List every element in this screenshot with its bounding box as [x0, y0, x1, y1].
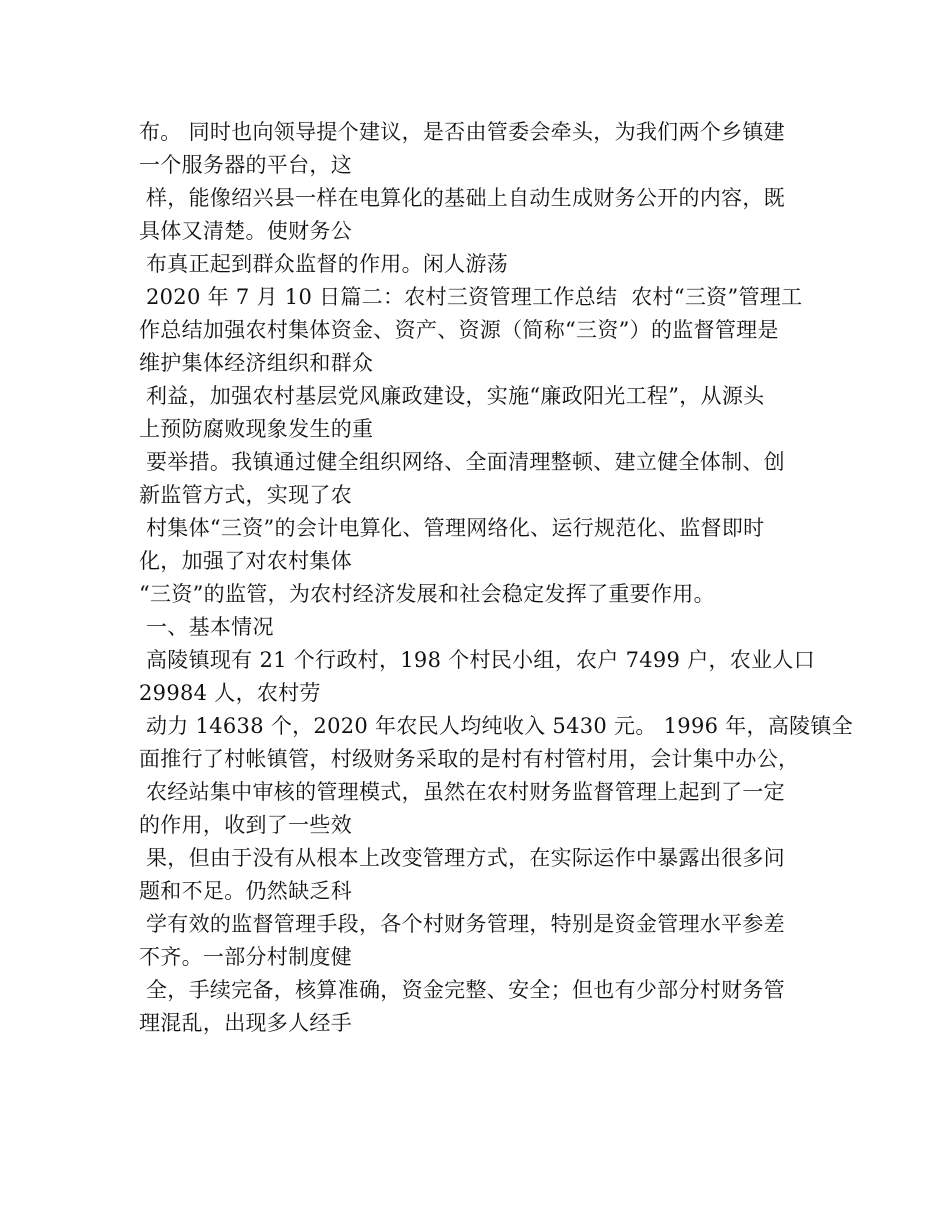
text-line: 作总结加强农村集体资金、资产、资源（简称“三资”）的监督管理是	[139, 318, 779, 342]
text-line: 29984 人，农村劳	[139, 681, 321, 705]
text-line: 化，加强了对农村集体	[139, 549, 352, 573]
text-line: 利益，加强农村基层党风廉政建设，实施“廉政阳光工程”，从源头	[139, 384, 765, 408]
text-line: 村集体“三资”的会计电算化、管理网络化、运行规范化、监督即时	[139, 516, 765, 540]
text-line: 学有效的监督管理手段，各个村财务管理，特别是资金管理水平参差	[139, 912, 785, 936]
text-line: 农经站集中审核的管理模式，虽然在农村财务监督管理上起到了一定	[139, 780, 785, 804]
text-line: 动力 14638 个，2020 年农民人均纯收入 5430 元。 1996 年，高陵镇全	[139, 714, 854, 738]
text-line: 一个服务器的平台，这	[139, 153, 352, 177]
text-line: 的作用，收到了一些效	[139, 813, 352, 837]
text-line: 要举措。我镇通过健全组织网络、全面清理整顿、建立健全体制、创	[139, 450, 785, 474]
text-line: 布真正起到群众监督的作用。闲人游荡	[139, 252, 509, 276]
text-line: 题和不足。仍然缺乏科	[139, 879, 352, 903]
text-line: 全，手续完备，核算准确，资金完整、安全；但也有少部分村财务管	[139, 978, 785, 1002]
text-line: 上预防腐败现象发生的重	[139, 417, 374, 441]
text-line: “三资”的监管，为农村经济发展和社会稳定发挥了重要作用。	[139, 582, 715, 606]
text-line: 果，但由于没有从根本上改变管理方式，在实际运作中暴露出很多问	[139, 846, 785, 870]
text-line: 布。 同时也向领导提个建议，是否由管委会牵头，为我们两个乡镇建	[139, 120, 785, 144]
text-line: 高陵镇现有 21 个行政村，198 个村民小组，农户 7499 户，农业人口	[139, 648, 815, 672]
text-line: 具体又清楚。使财务公	[139, 219, 352, 243]
section-heading: 一、基本情况	[139, 615, 274, 639]
text-line: 维护集体经济组织和群众	[139, 351, 374, 375]
text-line: 样，能像绍兴县一样在电算化的基础上自动生成财务公开的内容，既	[139, 186, 785, 210]
text-line: 面推行了村帐镇管，村级财务采取的是村有村管村用，会计集中办公，	[139, 747, 800, 771]
text-line: 新监管方式，实现了农	[139, 483, 352, 507]
text-line: 2020 年 7 月 10 日篇二：农村三资管理工作总结 农村“三资”管理工	[139, 285, 803, 309]
text-line: 不齐。一部分村制度健	[139, 945, 352, 969]
text-line: 理混乱，出现多人经手	[139, 1011, 352, 1035]
document-body	[139, 116, 854, 1040]
